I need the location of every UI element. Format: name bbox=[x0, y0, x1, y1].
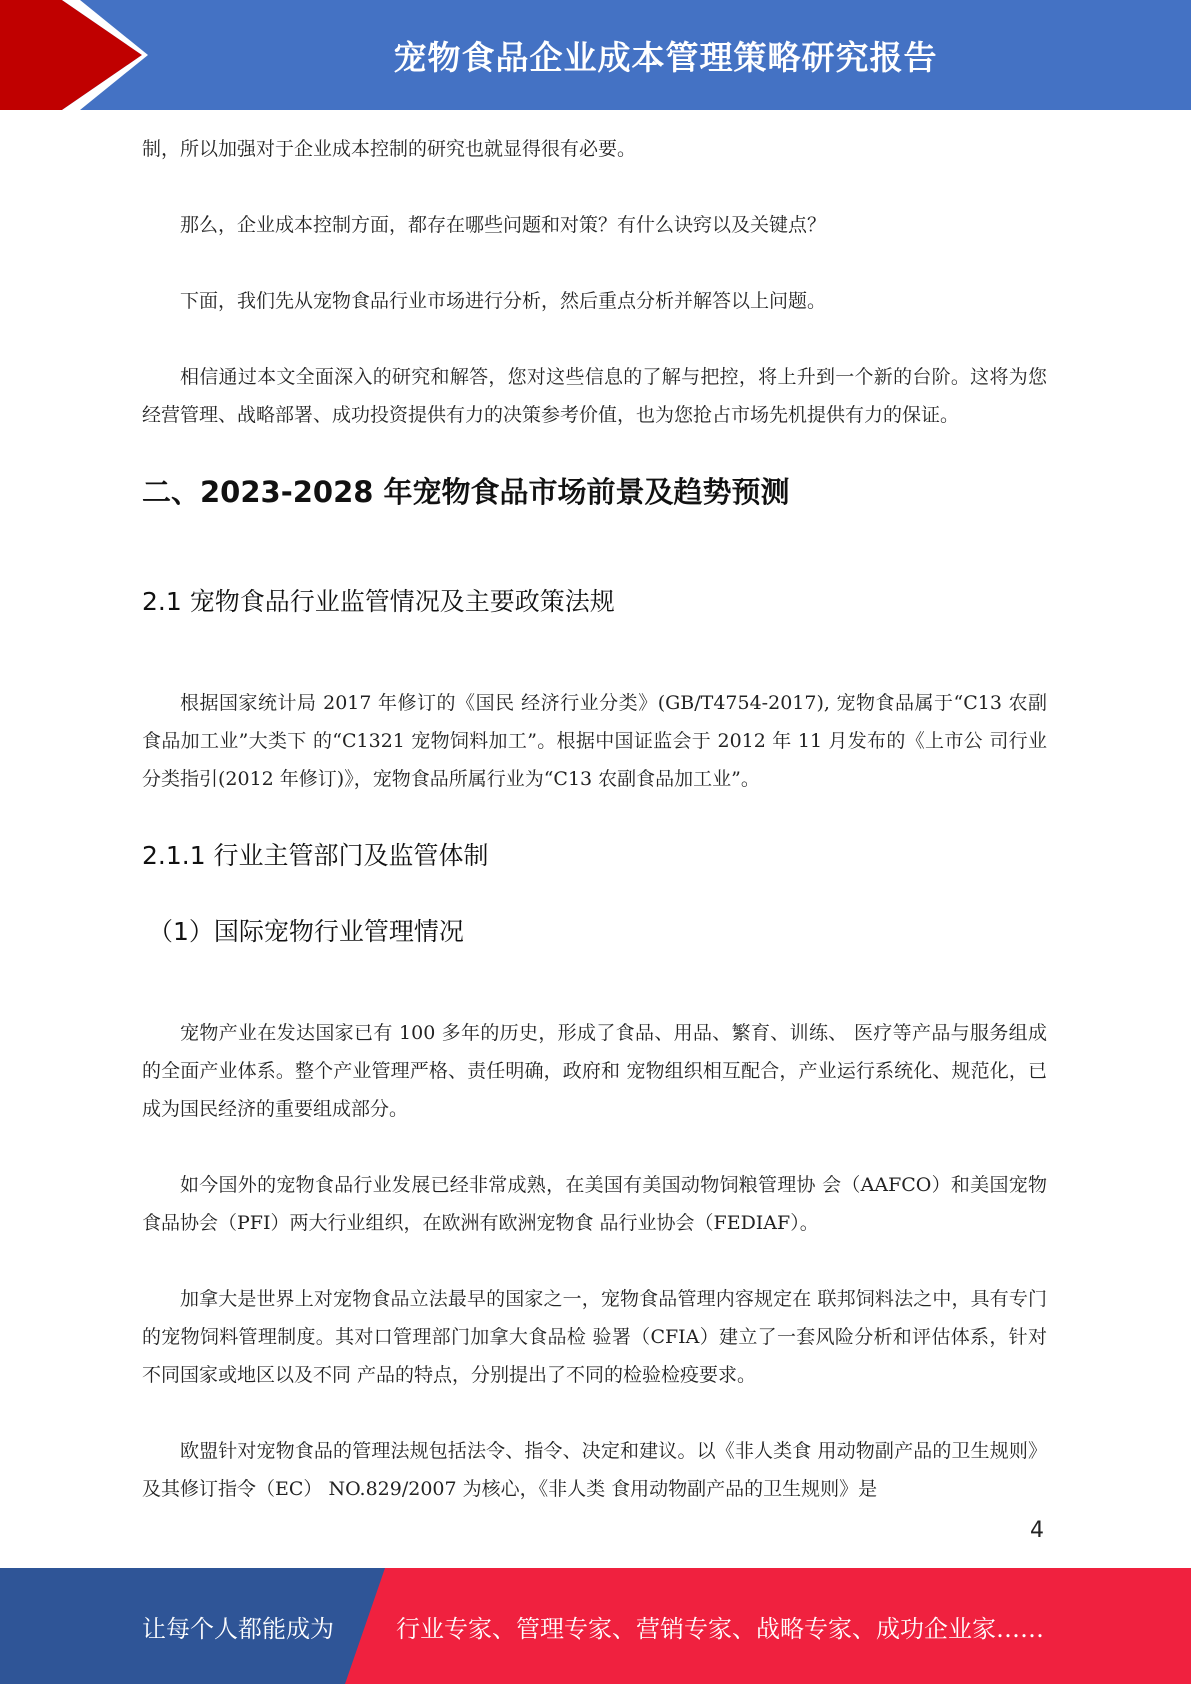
paragraph-international-associations: 如今国外的宠物食品行业发展已经非常成熟，在美国有美国动物饲粮管理协 会（AAFCO）和美国宠物食品协会（PFI）两大行业组织，在欧洲有欧洲宠物食 品行业协会（FEDIAF）。 bbox=[142, 1174, 1047, 1234]
section-2-heading: 二、2023-2028 年宠物食品市场前景及趋势预测 bbox=[142, 475, 790, 509]
section-2-1-heading: 2.1 宠物食品行业监管情况及主要政策法规 bbox=[142, 587, 615, 616]
page-number: 4 bbox=[1030, 1518, 1044, 1543]
paragraph-canada-regulation: 加拿大是世界上对宠物食品立法最早的国家之一，宠物食品管理内容规定在 联邦饲料法之中，具有专门的宠物饲料管理制度。其对口管理部门加拿大食品检 验署（CFIA）建立了一套风险分析和评估体系，针对不同国家或地区以及不同 产品的特点，分别提出了不同的检验检疫要求。 bbox=[142, 1288, 1047, 1386]
page-footer bbox=[0, 1568, 1191, 1684]
footer-slogan-left: 让每个人都能成为 bbox=[142, 1614, 334, 1643]
subsection-international-heading: （1）国际宠物行业管理情况 bbox=[148, 917, 464, 946]
document-body bbox=[142, 130, 1047, 1546]
paragraph-industry-classification: 根据国家统计局 2017 年修订的《国民 经济行业分类》(GB/T4754-2017), 宠物食品属于“C13 农副食品加工业”大类下 的“C1321 宠物饲料加工”。根据中国证监会于 2012 年 11 月发布的《上市公 司行业分类指引(2012 年修订)》，宠物食品所属行业为“C13 农副食品加工业”。 bbox=[142, 692, 1047, 790]
red-chevron-decoration bbox=[0, 0, 160, 110]
paragraph-eu-regulation: 欧盟针对宠物食品的管理法规包括法令、指令、决定和建议。以《非人类食 用动物副产品的卫生规则》及其修订指令（EC） NO.829/2007 为核心，《非人类 食用动物副产品的卫生规则》是 bbox=[142, 1440, 1047, 1500]
page-header bbox=[0, 0, 1191, 110]
section-2-1-1-heading: 2.1.1 行业主管部门及监管体制 bbox=[142, 841, 489, 870]
footer-slogan-right: 行业专家、管理专家、营销专家、战略专家、成功企业家…… bbox=[396, 1614, 1044, 1643]
paragraph-intro-value: 相信通过本文全面深入的研究和解答，您对这些信息的了解与把控，将上升到一个新的台阶。这将为您经营管理、战略部署、成功投资提供有力的决策参考价值，也为您抢占市场先机提供有力的保证。 bbox=[142, 366, 1047, 426]
paragraph-international-history: 宠物产业在发达国家已有 100 多年的历史，形成了食品、用品、繁育、训练、 医疗等产品与服务组成的全面产业体系。整个产业管理严格、责任明确，政府和 宠物组织相互配合，产业运行系统化、规范化，已成为国民经济的重要组成部分。 bbox=[142, 1022, 1047, 1120]
report-title: 宠物食品企业成本管理策略研究报告 bbox=[393, 37, 938, 77]
paragraph-intro-questions: 那么，企业成本控制方面，都存在哪些问题和对策？有什么诀窍以及关键点？ bbox=[180, 214, 827, 236]
paragraph-intro-plan: 下面，我们先从宠物食品行业市场进行分析，然后重点分析并解答以上问题。 bbox=[180, 290, 827, 312]
paragraph-intro-continuation: 制，所以加强对于企业成本控制的研究也就显得很有必要。 bbox=[142, 138, 637, 160]
